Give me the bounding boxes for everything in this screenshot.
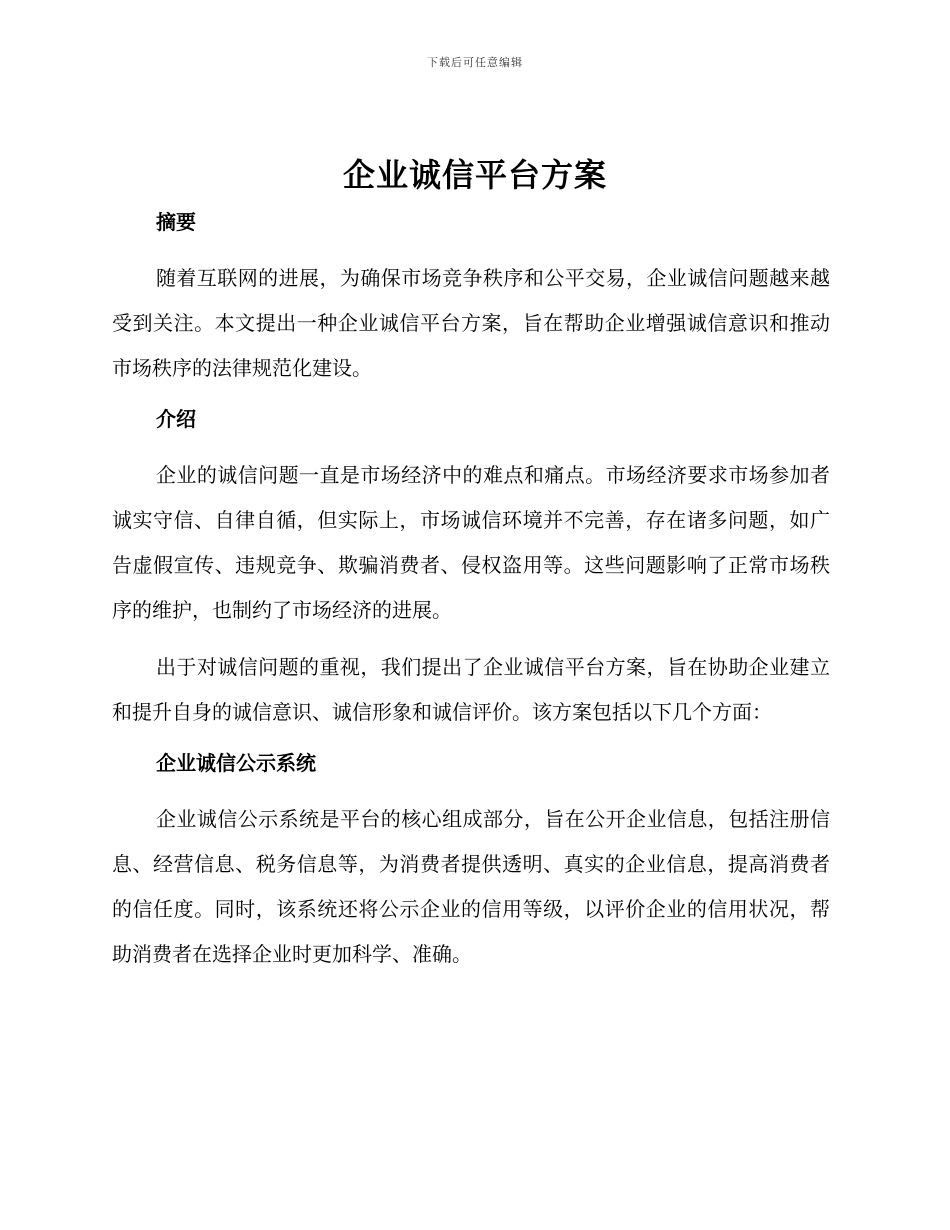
header-note: 下载后可任意编辑 xyxy=(427,56,523,69)
disclosure-system-paragraph: 企业诚信公示系统是平台的核心组成部分，旨在公开企业信息，包括注册信息、经营信息、税务信息等，为消费者提供透明、真实的企业信息，提高消费者的信任度。同时，该系统还将公示企业的信用等级，以评价企业的信用状况，帮助消费者在选择企业时更加科学、准确。 xyxy=(112,807,830,966)
introduction-paragraph-2: 出于对诚信问题的重视，我们提出了企业诚信平台方案，旨在协助企业建立和提升自身的诚信意识、诚信形象和诚信评价。该方案包括以下几个方面： xyxy=(112,655,830,724)
section-heading-introduction: 介绍 xyxy=(156,407,196,431)
document-title: 企业诚信平台方案 xyxy=(342,156,607,194)
abstract-paragraph: 随着互联网的进展，为确保市场竞争秩序和公平交易，企业诚信问题越来越受到关注。本文提出一种企业诚信平台方案，旨在帮助企业增强诚信意识和推动市场秩序的法律规范化建设。 xyxy=(112,266,830,380)
document-body xyxy=(112,206,830,989)
introduction-paragraph-1: 企业的诚信问题一直是市场经济中的难点和痛点。市场经济要求市场参加者诚实守信、自律自循，但实际上，市场诚信环境并不完善，存在诸多问题，如广告虚假宣传、违规竞争、欺骗消费者、侵权盗用等。这些问题影响了正常市场秩序的维护，也制约了市场经济的进展。 xyxy=(112,463,830,622)
section-heading-abstract: 摘要 xyxy=(156,210,196,234)
section-heading-disclosure-system: 企业诚信公示系统 xyxy=(156,751,316,775)
